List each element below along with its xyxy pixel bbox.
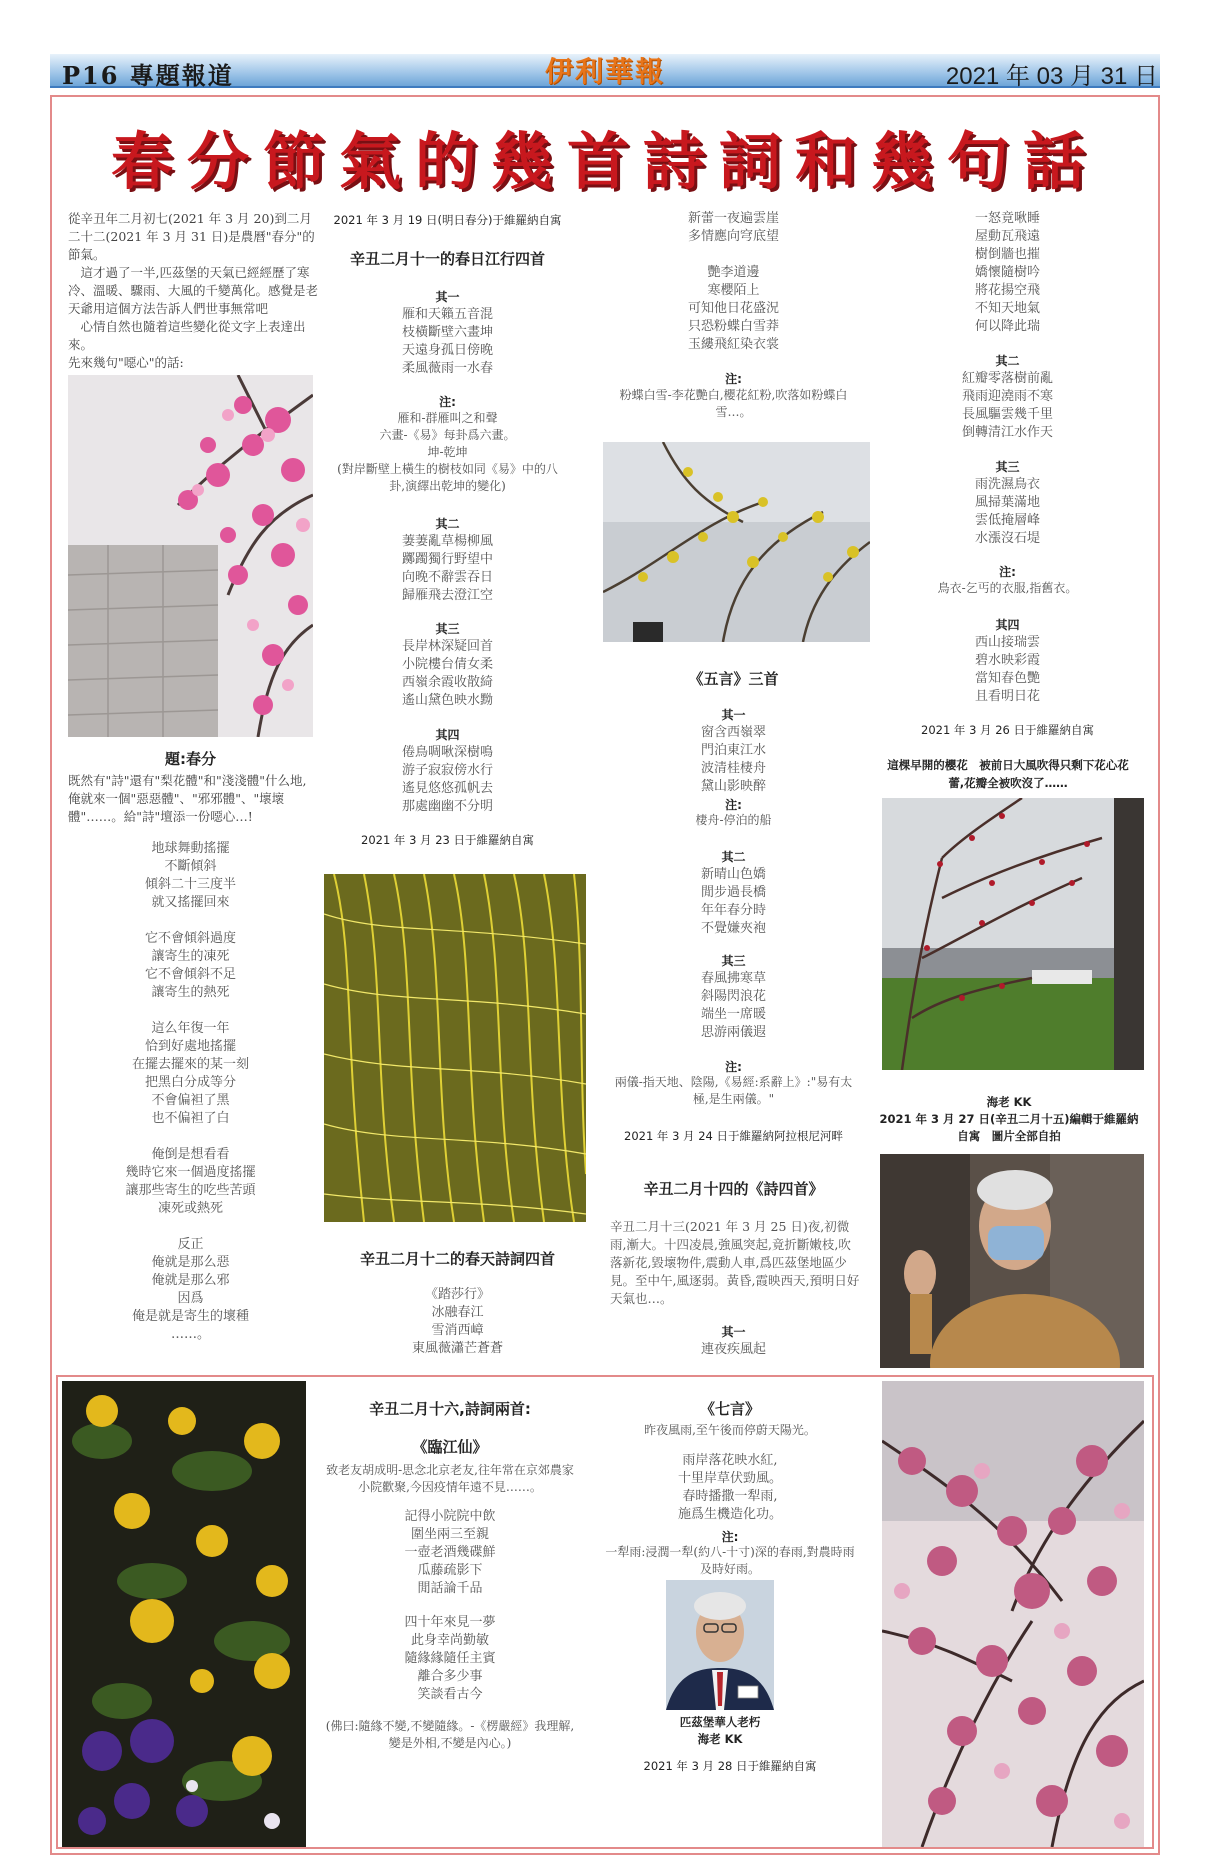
cherry-blossom-photo-2 [882,1381,1144,1847]
verse-body-4: 西山接瑞雲 碧水映彩霞 當知春色艷 且看明日花 [974,635,1040,704]
dateline-0323: 2021 年 3 月 23 日于維羅納自寓 [361,833,534,847]
verse-note-3: 鳥衣-乞丐的衣服,指舊衣。 [937,581,1078,595]
verse-body-1: 雁和天籟五音混 枝橫斷壁六畫坤 天遠身孤日傍晚 柔風薇雨一水春 [401,307,493,376]
cherry-tree-caption: 這棵早開的櫻花 被前日大風吹得只剩下花心花蕾,花瓣全被吹沒了…… [887,758,1129,790]
poem1-body: 地球舞動搖擺 不斷傾斜 傾斜二十三度半 就又搖擺回來 它不會傾斜過度 讓寄生的凍死 它不會傾斜不足 讓寄生的熱死 這么年復一年 恰到好處地搖擺 在擺去擺來的某一刻 把黑白分成等分 不會偏袒了黑 也不偏袒了白 俺倒是想看看 幾時它來一個過度搖擺 讓那些寄生的吃些苦頭 凍死或熱死 反正 俺就是那么惡 俺就是那么邪 因爲 俺是就是寄生的壞種 ……。 [125,841,256,1342]
verse-title-1: 其一 [721,1325,746,1339]
poem-title-spring-equinox: 題:春分 [165,750,216,768]
verse-body-1-continued: 一怒竟啾睡 屋動瓦飛遠 樹倒牆也摧 嬌懷隨樹吟 將花揚空飛 不知天地氣 何以降此瑞 [974,211,1040,334]
note-label: 注: [725,798,742,812]
four-poems-intro: 辛丑二月十三(2021 年 3 月 25 日)夜,初微雨,漸大。十四凌晨,強風突起,竟折斷嫩枝,吹落新花,毀壞物件,震動人車,爲匹茲堡地區少見。至中午,風逐弱。黃昏,霞映西天,預明日好天氣也…。 [610,1219,860,1306]
verse-title-4: 其四 [435,728,460,742]
verse-title-1: 其一 [721,708,746,722]
verse-body-1: 窗含西嶺翠 門泊東江水 波清桂棲舟 黛山影映醉 [700,725,766,794]
article-title: 春分節氣的幾首詩詞和幾句話 [110,125,1099,198]
verse-title-1: 其一 [435,290,460,304]
verse-title-2: 其二 [435,517,460,531]
cherry-tree-photo [882,798,1144,1070]
ci-stanza-2: 四十年來見一夢 此身幸尚勤敏 隨緣緣隨任主賓 離合多少事 笑談看古今 [404,1615,496,1702]
heading-spring-poems: 辛丑二月十二的春天詩詞四首 [359,1250,555,1268]
verse-note-1: 棲舟-停泊的船 [695,813,772,827]
dateline-0324: 2021 年 3 月 24 日于維羅納阿拉根尼河畔 [624,1129,843,1143]
poem1-intro: 既然有"詩"還有"梨花體"和"淺淺體"什么地,俺就來一個"惡惡體"、"邪邪體"、"壞壞體"……。給"詩"壇添一份噁心…! [68,773,307,824]
verse-body-3: 長岸林深疑回首 小院樓台倩女柔 西嶺余霞收散綺 遙山黛色映水黝 [401,639,493,708]
dateline-0326: 2021 年 3 月 26 日于維羅納自寓 [921,723,1094,737]
note-label: 注: [725,372,742,386]
verse-body-4: 倦鳥啁啾深樹鳴 游子寂寂傍水行 遙見悠悠孤帆去 那處幽幽不分明 [401,745,493,814]
verse-body-3: 雨洗濕鳥衣 風掃葉滿地 雲低掩層峰 水漲沒石堤 [974,477,1040,546]
verse-body-3: 春風拂寒草 斜陽閃浪花 端坐一席暖 思游兩儀遐 [700,971,766,1040]
verse-line-1: 連夜疾風起 [700,1342,766,1357]
qiyan-body: 雨岸落花映水紅, 十里岸草伏勁風。 春時播撒一犁雨, 施爲生機造化功。 [677,1453,782,1522]
editor-credit: 海老 KK 2021 年 3 月 27 日(辛丑二月十五)編輯于維羅納自寓 圖片全部自拍 [879,1095,1139,1143]
verse-body-2: 萋萋亂草楊柳風 躑躅獨行野望中 向晚不辭雲吞日 歸雁飛去澄江空 [401,534,493,603]
issue-date: 2021 年 03 月 31 日 [945,63,1158,90]
qiyan-intro: 昨夜風雨,至午後而停蔚天陽光。 [644,1423,816,1437]
verse-note-1: 雁和-群雁叫之和聲 六畫-《易》每卦爲六畫。 坤-乾坤 (對岸斷壁上橫生的樹枝如同《易》中的八卦,演繹出乾坤的變化) [337,411,558,493]
ci-intro: 致老友胡成明-思念北京老友,往年常在京郊農家小院歡聚,今因疫情年遠不見……。 [326,1463,574,1494]
yellow-cypress-photo [324,874,586,1222]
yellow-blossom-photo [603,442,870,642]
song-title: 《踏莎行》 [424,1287,490,1302]
page-label: P16 專題報道 [62,61,234,90]
song-continued: 新蕾一夜遍雲崖 多情應向穹底望 艷李道邊 寒櫻陌上 可知他日花盛況 只恐粉蝶白雪莽 玉縷飛紅染衣裳 [687,211,779,352]
heading-two-poems: 辛丑二月十六,詩詞兩首: [369,1400,531,1418]
author-portrait-photo [666,1580,774,1710]
verse-note-3: 兩儀-指天地、陰陽,《易經:系辭上》:"易有太極,是生兩儀。" [614,1075,853,1106]
heading-riverside-walk: 辛丑二月十一的春日江行四首 [349,250,545,268]
verse-body-2: 新晴山色嬌 閒步過長橋 年年春分時 不覺嫌夾袍 [700,867,766,936]
note-label: 注: [439,395,456,409]
ci-stanza-1: 記得小院院中飲 圍坐兩三至親 一壺老酒幾碟鮮 瓜藤疏影下 閒話論千品 [404,1509,496,1596]
qiyan-title: 《七言》 [699,1400,760,1418]
verse-title-2: 其二 [721,850,746,864]
note-label: 注: [721,1530,739,1544]
newspaper-brand: 伊利華報 [544,55,665,88]
verse-title-4: 其四 [995,618,1020,632]
author-waving-photo [880,1154,1144,1368]
note-label: 注: [999,565,1016,579]
song-note: 粉蝶白雪-李花艷白,櫻花紅粉,吹落如粉蝶白雪…。 [619,388,848,419]
cherry-blossom-photo-1 [68,375,313,737]
verse-title-2: 其二 [995,354,1020,368]
note-label: 注: [725,1060,742,1074]
verse-title-3: 其三 [721,954,746,968]
dateline-0328: 2021 年 3 月 28 日于維羅納自寓 [643,1759,817,1773]
verse-title-3: 其三 [435,622,460,636]
portrait-caption: 匹茲堡華人老朽 海老 KK [679,1715,761,1746]
heading-four-poems: 辛丑二月十四的《詩四首》 [643,1180,824,1198]
dateline-0319: 2021 年 3 月 19 日(明日春分)于維羅納自寓 [333,213,562,227]
pansy-flowers-photo [62,1381,306,1847]
qiyan-note: 一犁雨:浸潤一犁(約八-十寸)深的春雨,對農時雨及時好雨。 [605,1545,855,1576]
intro-text: 從辛丑年二月初七(2021 年 3 月 20)到二月二十二(2021 年 3 月 31 日)是農曆"春分"的節氣。 這才過了一半,匹茲堡的天氣已經經歷了寒冷、溫暖、驟雨、大風的千變萬化。感覺是老天爺用這個方法告訴人們世事無常吧 心情自然也隨着這些變化從文字上表達出來。 先來幾句"噁心"的話: [68,211,319,370]
ci-note: (佛曰:隨緣不變,不變隨緣。-《楞嚴經》我理解,變是外相,不變是內心。) [325,1719,575,1750]
verse-title-3: 其三 [995,460,1020,474]
verse-body-2: 紅瓣零落樹前亂 飛雨迎澆雨不寒 長風驅雲幾千里 倒轉清江水作天 [961,371,1053,440]
ci-title: 《臨江仙》 [412,1438,488,1456]
song-body: 冰融春江 雪消西嶂 東風薇瀟芒蒼蒼 [411,1305,503,1356]
heading-five-char-poems: 《五言》三首 [688,670,779,688]
